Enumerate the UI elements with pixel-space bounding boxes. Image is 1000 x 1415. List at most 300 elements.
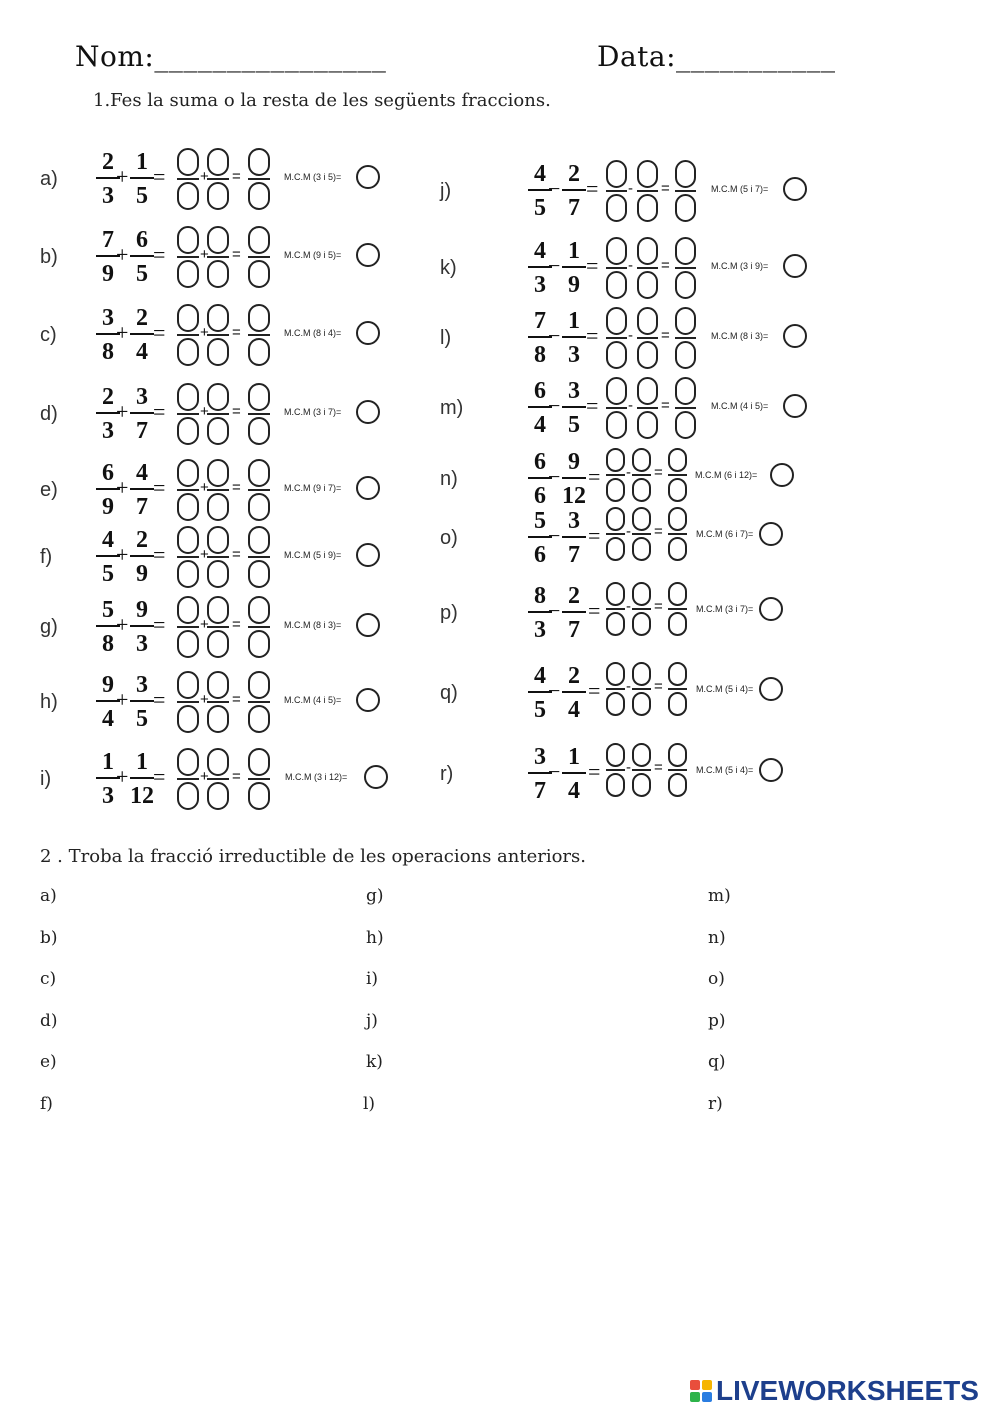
answer-label: p) [708, 1010, 726, 1031]
answer-denominator-slot[interactable] [177, 782, 199, 810]
answer-numerator-slot[interactable] [606, 160, 627, 188]
answer-fraction-bar [606, 769, 625, 771]
lcm-label: M.C.M (9 i 5)= [284, 250, 342, 260]
fraction-bar [562, 477, 586, 479]
answer-numerator-slot[interactable] [668, 743, 687, 767]
answer-denominator-slot[interactable] [177, 260, 199, 288]
fraction-bar [130, 255, 154, 257]
numerator: 1 [568, 744, 580, 770]
fraction-bar [562, 336, 586, 338]
numerator: 2 [136, 305, 148, 331]
numerator: 3 [136, 384, 148, 410]
equals-sign: = [153, 399, 166, 424]
answer-fraction-bar [632, 474, 651, 476]
denominator: 6 [534, 483, 546, 509]
lcm-answer-circle[interactable] [356, 613, 380, 637]
answer-label: d) [40, 1010, 58, 1031]
fraction-2 [130, 596, 154, 658]
answer-numerator-slot[interactable] [637, 307, 658, 335]
exercise-2-instruction: 2 . Troba la fracció irreductible de les operacions anteriors. [40, 846, 586, 867]
answer-numerator-slot[interactable] [632, 743, 651, 767]
denominator: 9 [102, 261, 114, 287]
fraction-bar [562, 772, 586, 774]
operator-sign: − [548, 759, 561, 784]
lcm-answer-circle[interactable] [356, 243, 380, 267]
answer-fraction-bar [177, 489, 199, 491]
exercise-row [40, 671, 420, 751]
lcm-label: M.C.M (5 i 9)= [284, 550, 342, 560]
lcm-label: M.C.M (6 i 12)= [695, 470, 758, 480]
slot-equals-sign: = [232, 246, 241, 263]
answer-numerator-slot[interactable] [632, 507, 651, 531]
answer-fraction-bar [207, 701, 229, 703]
numerator: 3 [102, 305, 114, 331]
answer-numerator-slot[interactable] [675, 237, 696, 265]
exercise-letter: k) [440, 257, 457, 279]
numerator: 4 [136, 460, 148, 486]
answer-numerator-slot[interactable] [606, 582, 625, 606]
denominator: 5 [136, 706, 148, 732]
answer-denominator-slot[interactable] [248, 560, 270, 588]
exercise-letter: p) [440, 602, 458, 624]
answer-numerator-slot[interactable] [632, 582, 651, 606]
answer-numerator-slot[interactable] [248, 748, 270, 776]
fraction-bar [130, 625, 154, 627]
answer-denominator-slot[interactable] [632, 478, 651, 502]
numerator: 9 [102, 672, 114, 698]
numerator: 8 [534, 583, 546, 609]
answer-label: j) [366, 1010, 378, 1031]
lcm-answer-circle[interactable] [759, 522, 783, 546]
answer-label: h) [366, 927, 384, 948]
slot-operator-sign: - [626, 523, 631, 540]
operator-sign: − [548, 678, 561, 703]
answer-fraction-bar [632, 608, 651, 610]
lcm-answer-circle[interactable] [783, 394, 807, 418]
exercise-row [40, 596, 420, 676]
answer-denominator-slot[interactable] [606, 478, 625, 502]
operator-sign: − [548, 393, 561, 418]
answer-denominator-slot[interactable] [632, 692, 651, 716]
exercise-letter: o) [440, 527, 458, 549]
numerator: 1 [568, 238, 580, 264]
denominator: 3 [102, 783, 114, 809]
answer-fraction-bar [675, 267, 696, 269]
answer-denominator-slot[interactable] [632, 773, 651, 797]
answer-denominator-slot[interactable] [606, 411, 627, 439]
lcm-answer-circle[interactable] [356, 688, 380, 712]
answer-numerator-slot[interactable] [177, 304, 199, 332]
equals-sign: = [588, 678, 601, 703]
answer-denominator-slot[interactable] [248, 705, 270, 733]
lcm-answer-circle[interactable] [759, 758, 783, 782]
answer-fraction-bar [606, 608, 625, 610]
exercise-row [440, 662, 754, 742]
fraction-bar [562, 266, 586, 268]
slot-equals-sign: = [232, 768, 241, 785]
operator-sign: + [116, 612, 129, 637]
answer-denominator-slot[interactable] [207, 705, 229, 733]
answer-fraction-bar [177, 778, 199, 780]
slot-equals-sign: = [654, 523, 663, 540]
answer-fraction-bar [632, 769, 651, 771]
answer-label: q) [708, 1052, 726, 1073]
answer-numerator-slot[interactable] [177, 148, 199, 176]
answer-numerator-slot[interactable] [668, 662, 687, 686]
denominator: 3 [102, 183, 114, 209]
lcm-answer-circle[interactable] [364, 765, 388, 789]
answer-numerator-slot[interactable] [177, 226, 199, 254]
fraction-bar [562, 691, 586, 693]
answer-denominator-slot[interactable] [177, 493, 199, 521]
lcm-answer-circle[interactable] [783, 324, 807, 348]
answer-fraction-bar [606, 190, 627, 192]
slot-operator-sign: - [626, 759, 631, 776]
denominator: 3 [534, 272, 546, 298]
answer-numerator-slot[interactable] [207, 226, 229, 254]
answer-numerator-slot[interactable] [248, 459, 270, 487]
lcm-answer-circle[interactable] [356, 476, 380, 500]
answer-denominator-slot[interactable] [207, 782, 229, 810]
liveworksheets-logo [690, 1376, 979, 1406]
fraction-2 [130, 383, 154, 445]
answer-label: n) [708, 927, 726, 948]
slot-equals-sign: = [232, 691, 241, 708]
answer-numerator-slot[interactable] [248, 383, 270, 411]
lcm-label: M.C.M (3 i 5)= [284, 172, 342, 182]
lcm-answer-circle[interactable] [356, 321, 380, 345]
answer-denominator-slot[interactable] [606, 692, 625, 716]
numerator: 2 [568, 663, 580, 689]
answer-numerator-slot[interactable] [177, 748, 199, 776]
answer-numerator-slot[interactable] [207, 596, 229, 624]
answer-numerator-slot[interactable] [632, 448, 651, 472]
answer-numerator-slot[interactable] [248, 596, 270, 624]
answer-numerator-slot[interactable] [248, 304, 270, 332]
answer-numerator-slot[interactable] [248, 671, 270, 699]
answer-numerator-slot[interactable] [207, 748, 229, 776]
answer-numerator-slot[interactable] [675, 160, 696, 188]
lcm-answer-circle[interactable] [783, 177, 807, 201]
operator-sign: − [548, 598, 561, 623]
answer-numerator-slot[interactable] [207, 459, 229, 487]
answer-fraction-bar [606, 407, 627, 409]
denominator: 7 [568, 617, 580, 643]
answer-fraction-bar [668, 474, 687, 476]
lcm-label: M.C.M (3 i 12)= [285, 772, 348, 782]
answer-fraction-bar [248, 256, 270, 258]
slot-operator-sign: - [628, 327, 633, 344]
operator-sign: − [548, 176, 561, 201]
fraction-2 [562, 160, 586, 222]
answer-numerator-slot[interactable] [675, 307, 696, 335]
answer-fraction-bar [637, 407, 658, 409]
denominator: 5 [136, 261, 148, 287]
denominator: 5 [568, 412, 580, 438]
fraction-bar [562, 406, 586, 408]
numerator: 9 [136, 597, 148, 623]
fraction-bar [130, 177, 154, 179]
answer-numerator-slot[interactable] [668, 448, 687, 472]
answer-denominator-slot[interactable] [637, 411, 658, 439]
date-field-label: Data:___________ [597, 40, 836, 73]
slot-operator-sign: - [628, 397, 633, 414]
answer-numerator-slot[interactable] [606, 237, 627, 265]
equals-sign: = [153, 687, 166, 712]
denominator: 4 [136, 339, 148, 365]
logo-mark-icon [690, 1380, 712, 1402]
exercise-row [440, 507, 754, 587]
answer-numerator-slot[interactable] [207, 383, 229, 411]
answer-numerator-slot[interactable] [606, 448, 625, 472]
fraction-bar [562, 611, 586, 613]
answer-numerator-slot[interactable] [637, 160, 658, 188]
fraction-2 [130, 526, 154, 588]
slot-equals-sign: = [232, 168, 241, 185]
fraction-bar [130, 488, 154, 490]
answer-numerator-slot[interactable] [248, 148, 270, 176]
fraction-bar [562, 189, 586, 191]
operator-sign: − [548, 523, 561, 548]
exercise-row [440, 582, 754, 662]
denominator: 4 [102, 706, 114, 732]
answer-denominator-slot[interactable] [632, 612, 651, 636]
answer-label: o) [708, 969, 725, 990]
answer-fraction-bar [248, 556, 270, 558]
answer-numerator-slot[interactable] [637, 377, 658, 405]
answer-denominator-slot[interactable] [248, 493, 270, 521]
lcm-answer-circle[interactable] [759, 597, 783, 621]
operator-sign: − [548, 464, 561, 489]
numerator: 2 [136, 527, 148, 553]
answer-fraction-bar [207, 178, 229, 180]
answer-denominator-slot[interactable] [248, 338, 270, 366]
exercise-letter: g) [40, 616, 58, 638]
exercise-row [40, 526, 420, 606]
equals-sign: = [153, 164, 166, 189]
numerator: 1 [136, 749, 148, 775]
answer-denominator-slot[interactable] [668, 537, 687, 561]
slot-equals-sign: = [661, 180, 670, 197]
answer-numerator-slot[interactable] [207, 148, 229, 176]
answer-denominator-slot[interactable] [248, 782, 270, 810]
exercise-row [440, 377, 769, 457]
equals-sign: = [153, 542, 166, 567]
answer-numerator-slot[interactable] [606, 377, 627, 405]
answer-denominator-slot[interactable] [675, 271, 696, 299]
answer-fraction-bar [207, 778, 229, 780]
answer-fraction-bar [632, 688, 651, 690]
numerator: 9 [568, 449, 580, 475]
denominator: 4 [568, 778, 580, 804]
answer-numerator-slot[interactable] [177, 526, 199, 554]
answer-denominator-slot[interactable] [632, 537, 651, 561]
fraction-bar [130, 333, 154, 335]
lcm-answer-circle[interactable] [356, 543, 380, 567]
answer-numerator-slot[interactable] [248, 226, 270, 254]
exercise-row [40, 148, 420, 228]
denominator: 8 [102, 339, 114, 365]
answer-numerator-slot[interactable] [207, 304, 229, 332]
denominator: 3 [568, 342, 580, 368]
answer-numerator-slot[interactable] [606, 743, 625, 767]
fraction-2 [130, 748, 154, 810]
operator-sign: + [116, 475, 129, 500]
slot-operator-sign: - [626, 464, 631, 481]
answer-denominator-slot[interactable] [668, 612, 687, 636]
denominator: 8 [102, 631, 114, 657]
answer-denominator-slot[interactable] [637, 341, 658, 369]
exercise-letter: f) [40, 546, 53, 568]
answer-denominator-slot[interactable] [606, 194, 627, 222]
answer-denominator-slot[interactable] [606, 612, 625, 636]
exercise-letter: d) [40, 403, 58, 425]
answer-numerator-slot[interactable] [632, 662, 651, 686]
answer-denominator-slot[interactable] [668, 692, 687, 716]
denominator: 7 [534, 778, 546, 804]
fraction-bar [130, 555, 154, 557]
answer-numerator-slot[interactable] [675, 377, 696, 405]
fraction-bar [562, 536, 586, 538]
answer-denominator-slot[interactable] [248, 630, 270, 658]
answer-denominator-slot[interactable] [248, 260, 270, 288]
answer-denominator-slot[interactable] [606, 537, 625, 561]
answer-fraction-bar [668, 769, 687, 771]
answer-numerator-slot[interactable] [637, 237, 658, 265]
equals-sign: = [153, 242, 166, 267]
slot-equals-sign: = [232, 403, 241, 420]
answer-numerator-slot[interactable] [207, 526, 229, 554]
fraction-2 [130, 671, 154, 733]
answer-denominator-slot[interactable] [207, 560, 229, 588]
answer-fraction-bar [668, 688, 687, 690]
answer-numerator-slot[interactable] [668, 507, 687, 531]
lcm-label: M.C.M (8 i 4)= [284, 328, 342, 338]
numerator: 7 [102, 227, 114, 253]
lcm-answer-circle[interactable] [759, 677, 783, 701]
denominator: 5 [102, 561, 114, 587]
answer-denominator-slot[interactable] [675, 411, 696, 439]
equals-sign: = [153, 475, 166, 500]
answer-denominator-slot[interactable] [177, 560, 199, 588]
answer-denominator-slot[interactable] [248, 417, 270, 445]
answer-fraction-bar [637, 337, 658, 339]
equals-sign: = [588, 598, 601, 623]
answer-fraction-bar [637, 190, 658, 192]
answer-denominator-slot[interactable] [668, 478, 687, 502]
answer-fraction-bar [248, 413, 270, 415]
answer-fraction-bar [606, 267, 627, 269]
answer-denominator-slot[interactable] [606, 341, 627, 369]
logo-wordmark: LIVEWORKSHEETS [716, 1375, 979, 1406]
answer-numerator-slot[interactable] [606, 662, 625, 686]
answer-denominator-slot[interactable] [248, 182, 270, 210]
answer-denominator-slot[interactable] [177, 182, 199, 210]
numerator: 3 [568, 378, 580, 404]
answer-numerator-slot[interactable] [668, 582, 687, 606]
answer-denominator-slot[interactable] [207, 493, 229, 521]
answer-denominator-slot[interactable] [207, 630, 229, 658]
answer-denominator-slot[interactable] [207, 338, 229, 366]
answer-numerator-slot[interactable] [177, 671, 199, 699]
lcm-answer-circle[interactable] [770, 463, 794, 487]
answer-numerator-slot[interactable] [248, 526, 270, 554]
answer-numerator-slot[interactable] [606, 307, 627, 335]
equals-sign: = [153, 612, 166, 637]
exercise-row [40, 304, 420, 384]
fraction-2 [562, 237, 586, 299]
answer-denominator-slot[interactable] [675, 194, 696, 222]
numerator: 1 [102, 749, 114, 775]
answer-numerator-slot[interactable] [207, 671, 229, 699]
slot-equals-sign: = [654, 759, 663, 776]
answer-numerator-slot[interactable] [177, 459, 199, 487]
denominator: 8 [534, 342, 546, 368]
lcm-label: M.C.M (6 i 7)= [696, 529, 754, 539]
lcm-label: M.C.M (3 i 9)= [711, 261, 769, 271]
numerator: 7 [534, 308, 546, 334]
fraction-bar [130, 700, 154, 702]
denominator: 7 [136, 418, 148, 444]
answer-label: r) [708, 1094, 723, 1114]
answer-denominator-slot[interactable] [606, 271, 627, 299]
answer-fraction-bar [248, 178, 270, 180]
equals-sign: = [586, 323, 599, 348]
operator-sign: − [548, 323, 561, 348]
answer-denominator-slot[interactable] [668, 773, 687, 797]
answer-denominator-slot[interactable] [606, 773, 625, 797]
operator-sign: + [116, 242, 129, 267]
lcm-answer-circle[interactable] [356, 165, 380, 189]
answer-numerator-slot[interactable] [606, 507, 625, 531]
denominator: 7 [136, 494, 148, 520]
answer-denominator-slot[interactable] [177, 705, 199, 733]
answer-denominator-slot[interactable] [637, 271, 658, 299]
numerator: 1 [136, 149, 148, 175]
numerator: 4 [102, 527, 114, 553]
exercise-row [440, 237, 769, 317]
answer-fraction-bar [248, 778, 270, 780]
fraction-2 [562, 582, 586, 644]
slot-equals-sign: = [232, 479, 241, 496]
answer-numerator-slot[interactable] [177, 596, 199, 624]
lcm-answer-circle[interactable] [783, 254, 807, 278]
answer-denominator-slot[interactable] [177, 630, 199, 658]
answer-fraction-bar [207, 334, 229, 336]
exercise-row [40, 383, 420, 463]
answer-denominator-slot[interactable] [675, 341, 696, 369]
answer-denominator-slot[interactable] [177, 417, 199, 445]
answer-denominator-slot[interactable] [207, 260, 229, 288]
exercise-letter: b) [40, 246, 58, 268]
answer-fraction-bar [177, 626, 199, 628]
answer-denominator-slot[interactable] [637, 194, 658, 222]
numerator: 2 [102, 149, 114, 175]
answer-denominator-slot[interactable] [207, 182, 229, 210]
lcm-label: M.C.M (3 i 7)= [284, 407, 342, 417]
lcm-answer-circle[interactable] [356, 400, 380, 424]
answer-numerator-slot[interactable] [177, 383, 199, 411]
answer-denominator-slot[interactable] [207, 417, 229, 445]
exercise-letter: e) [40, 479, 58, 501]
denominator: 7 [568, 542, 580, 568]
denominator: 7 [568, 195, 580, 221]
numerator: 4 [534, 663, 546, 689]
fraction-bar [130, 412, 154, 414]
operator-sign: + [116, 687, 129, 712]
answer-denominator-slot[interactable] [177, 338, 199, 366]
slot-equals-sign: = [232, 616, 241, 633]
